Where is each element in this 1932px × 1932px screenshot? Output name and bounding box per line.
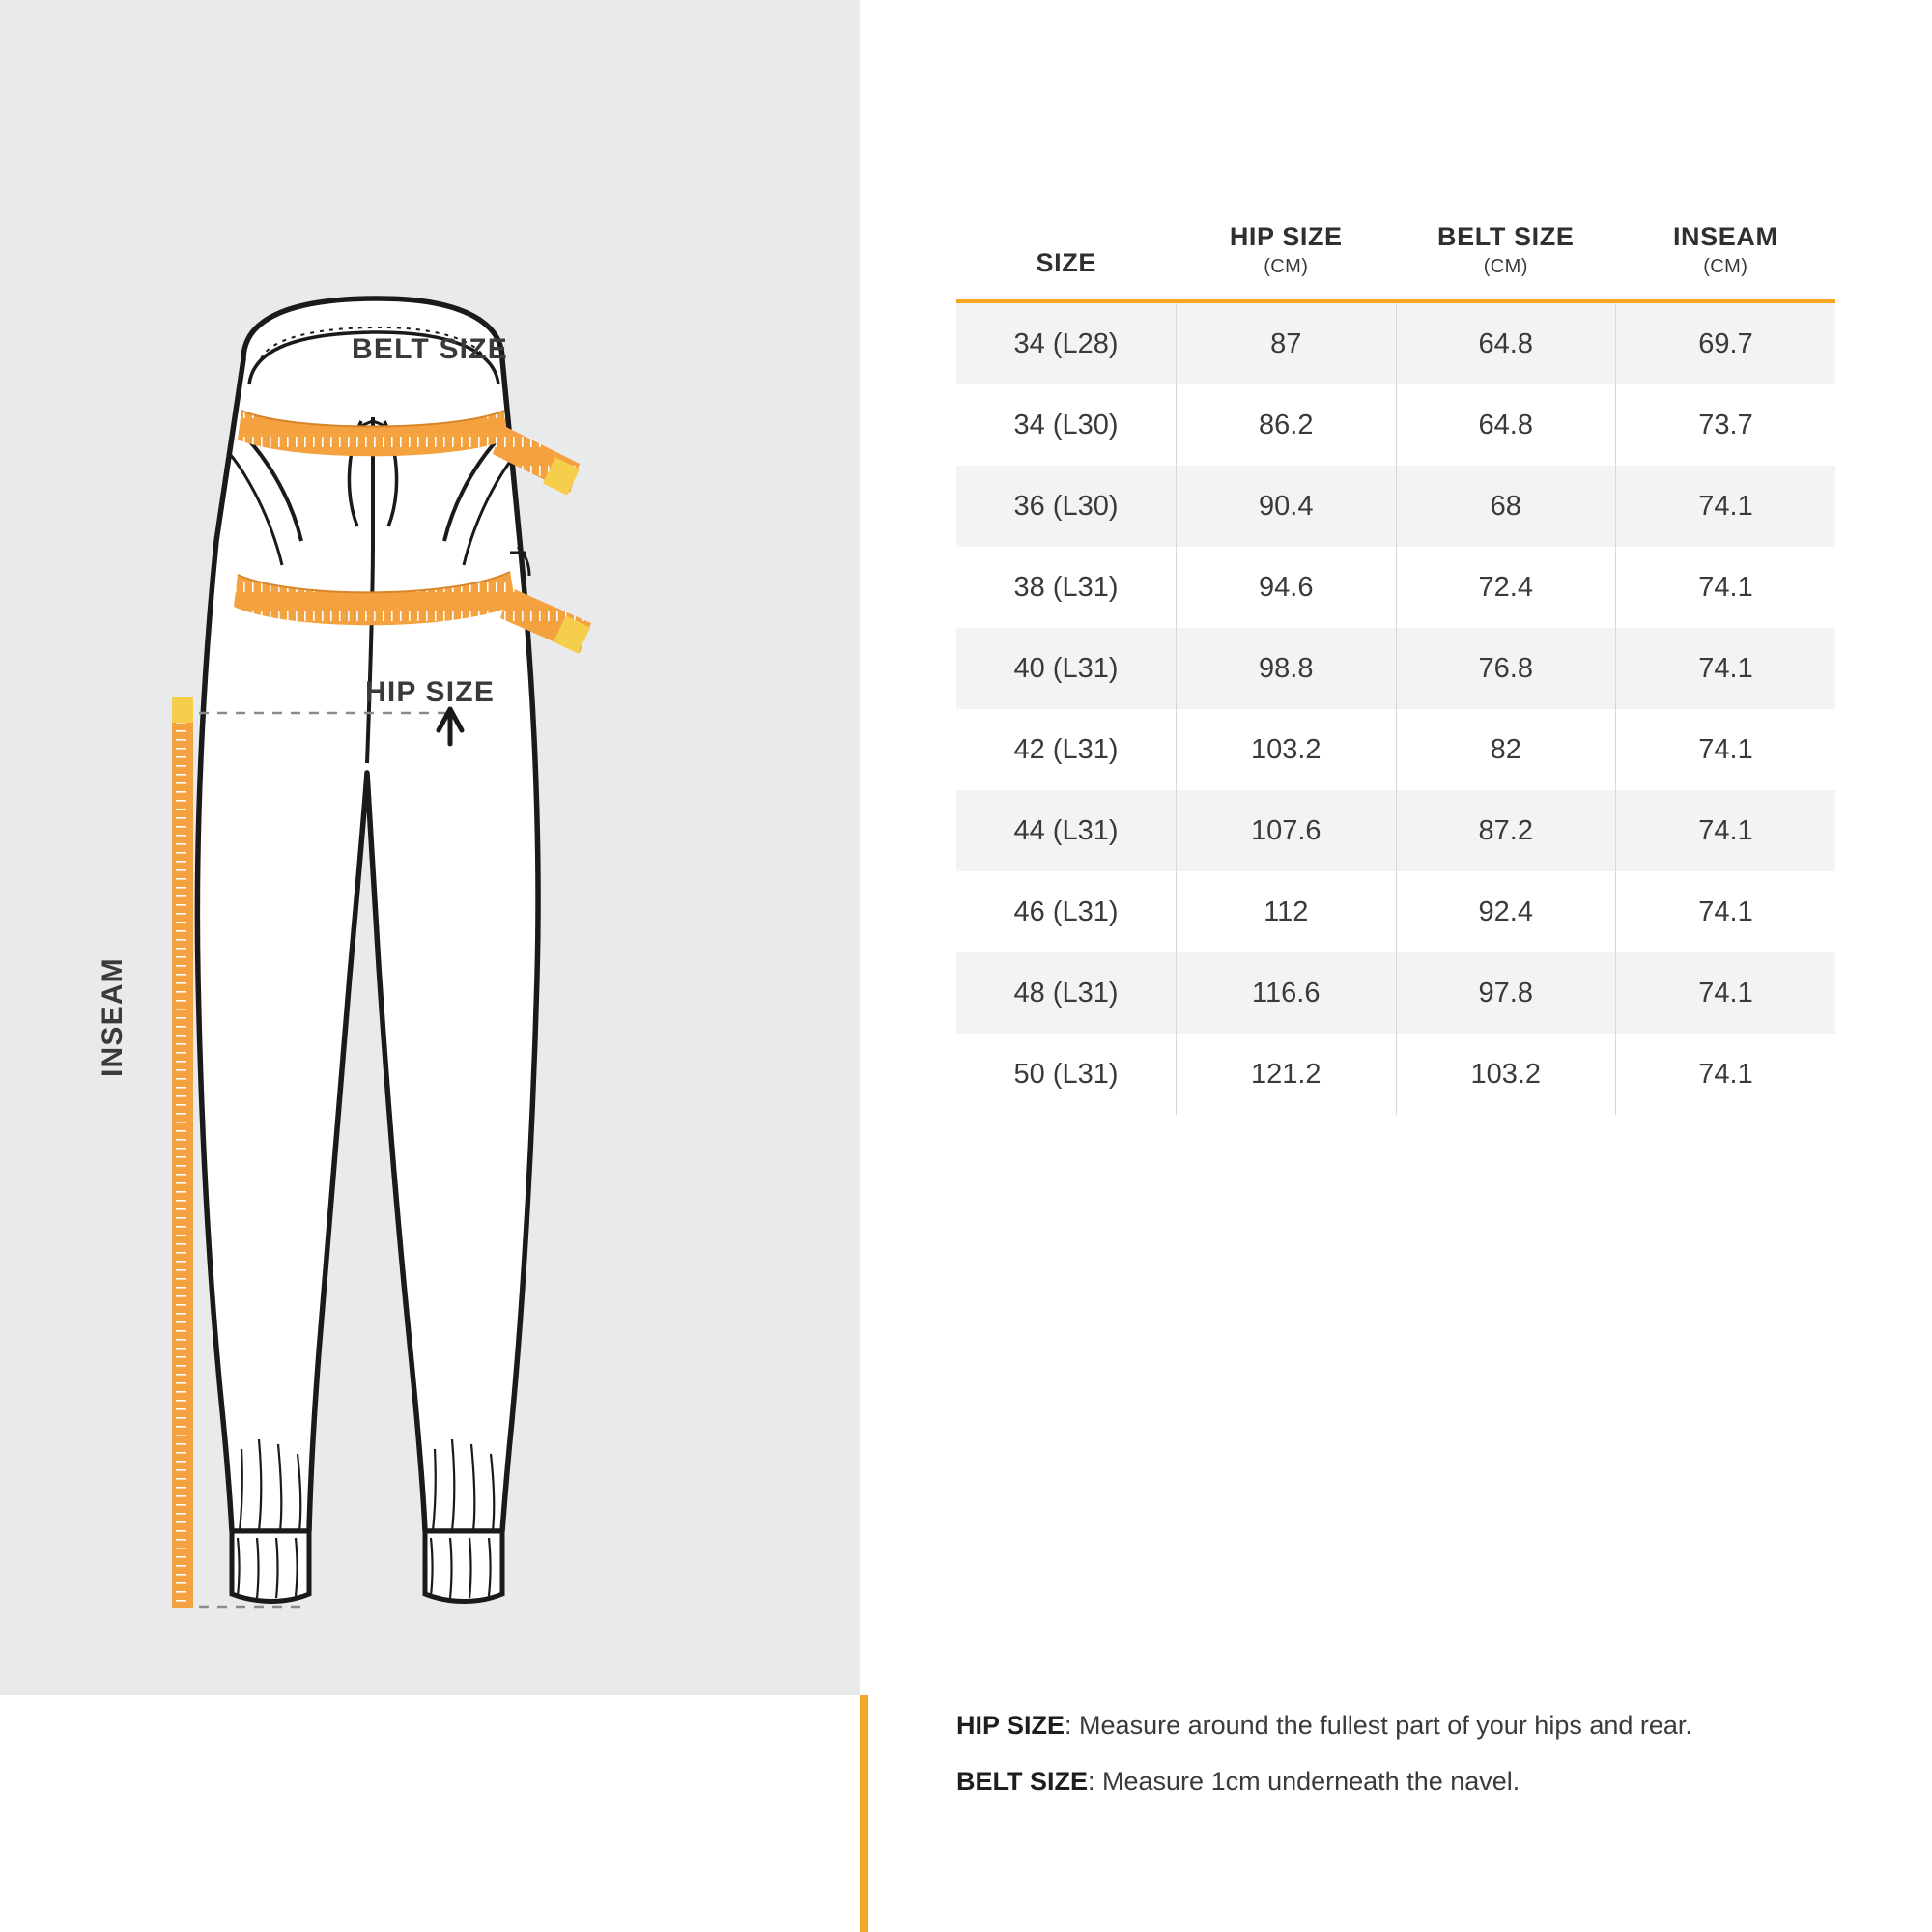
cell-size: 48 (L31) (956, 952, 1177, 1034)
cell-size: 50 (L31) (956, 1034, 1177, 1115)
cell-belt: 64.8 (1396, 384, 1616, 466)
cell-size: 34 (L28) (956, 301, 1177, 384)
cell-size: 36 (L30) (956, 466, 1177, 547)
table-row (956, 952, 1835, 1034)
column-header-belt-unit: (CM) (1483, 256, 1528, 277)
table-body (956, 301, 1835, 1115)
table-header-row (956, 222, 1835, 301)
cell-hip: 98.8 (1177, 628, 1397, 709)
cell-belt: 76.8 (1396, 628, 1616, 709)
cell-inseam: 74.1 (1698, 733, 1753, 765)
column-header-belt (1396, 222, 1616, 301)
note-belt-size-term: BELT SIZE (956, 1767, 1089, 1797)
table-row (956, 790, 1835, 871)
cell-size: 42 (L31) (956, 709, 1177, 790)
trousers-outline (197, 298, 538, 1602)
cell-size: 44 (L31) (956, 790, 1177, 871)
table-row (956, 301, 1835, 384)
cell-belt: 103.2 (1396, 1034, 1616, 1115)
cell-belt: 64.8 (1396, 301, 1616, 384)
belt-size-label: BELT SIZE (352, 333, 508, 365)
table-row (956, 628, 1835, 709)
inseam-label: INSEAM (97, 957, 128, 1077)
table-row (956, 871, 1835, 952)
note-belt-size (956, 1764, 1864, 1799)
cell-hip: 112 (1177, 871, 1397, 952)
cell-inseam: 74.1 (1616, 790, 1836, 871)
column-header-hip-unit: (CM) (1264, 256, 1309, 277)
cell-size: 40 (L31) (956, 628, 1177, 709)
cell-hip: 90.4 (1177, 466, 1397, 547)
cell-inseam: 69.7 (1616, 301, 1836, 384)
cell-size: 46 (L31) (956, 871, 1177, 952)
note-hip-size-text: : Measure around the fullest part of your hips and rear. (1065, 1711, 1692, 1740)
trousers-diagram (0, 0, 860, 1695)
illustration-panel (0, 0, 860, 1695)
table-row (956, 547, 1835, 628)
cell-hip: 94.6 (1177, 547, 1397, 628)
column-header-inseam-unit: (CM) (1703, 256, 1748, 277)
column-header-size (956, 222, 1177, 301)
cell-inseam: 74.1 (1698, 1058, 1753, 1090)
accent-bar (860, 1695, 868, 1932)
size-table-wrapper (956, 222, 1835, 1115)
column-header-inseam-title: INSEAM (1672, 222, 1778, 251)
cell-inseam: 74.1 (1616, 952, 1836, 1034)
cell-size: 34 (L30) (956, 384, 1177, 466)
cell-inseam: 74.1 (1698, 895, 1753, 927)
cell-size: 38 (L31) (956, 547, 1177, 628)
table-row (956, 709, 1835, 790)
note-hip-size-term: HIP SIZE (956, 1711, 1065, 1740)
cell-belt: 68 (1396, 466, 1616, 547)
note-hip-size (956, 1708, 1864, 1743)
table-row (956, 384, 1835, 466)
cell-belt: 82 (1396, 709, 1616, 790)
size-table (956, 222, 1835, 1115)
column-header-inseam (1616, 222, 1836, 301)
cell-belt: 97.8 (1396, 952, 1616, 1034)
table-row (956, 466, 1835, 547)
column-header-belt-title: BELT SIZE (1437, 222, 1575, 251)
hip-size-label: HIP SIZE (364, 676, 496, 708)
cell-hip: 116.6 (1177, 952, 1397, 1034)
table-row (956, 1034, 1835, 1115)
column-header-hip-title: HIP SIZE (1229, 222, 1343, 251)
cell-inseam: 74.1 (1698, 571, 1753, 603)
cell-hip: 107.6 (1177, 790, 1397, 871)
cell-belt: 92.4 (1396, 871, 1616, 952)
cell-hip: 103.2 (1177, 709, 1397, 790)
column-header-hip (1177, 222, 1397, 301)
cell-hip: 86.2 (1177, 384, 1397, 466)
cell-belt: 72.4 (1396, 547, 1616, 628)
note-belt-size-text: : Measure 1cm underneath the navel. (1088, 1767, 1520, 1797)
cell-hip: 121.2 (1177, 1034, 1397, 1115)
table-head (956, 222, 1835, 301)
cell-belt: 87.2 (1396, 790, 1616, 871)
column-header-size-title: SIZE (1036, 248, 1096, 277)
cell-hip: 87 (1177, 301, 1397, 384)
cell-inseam: 74.1 (1616, 628, 1836, 709)
measurement-notes (956, 1708, 1864, 1821)
cell-inseam: 74.1 (1616, 466, 1836, 547)
cell-inseam: 73.7 (1698, 409, 1753, 440)
